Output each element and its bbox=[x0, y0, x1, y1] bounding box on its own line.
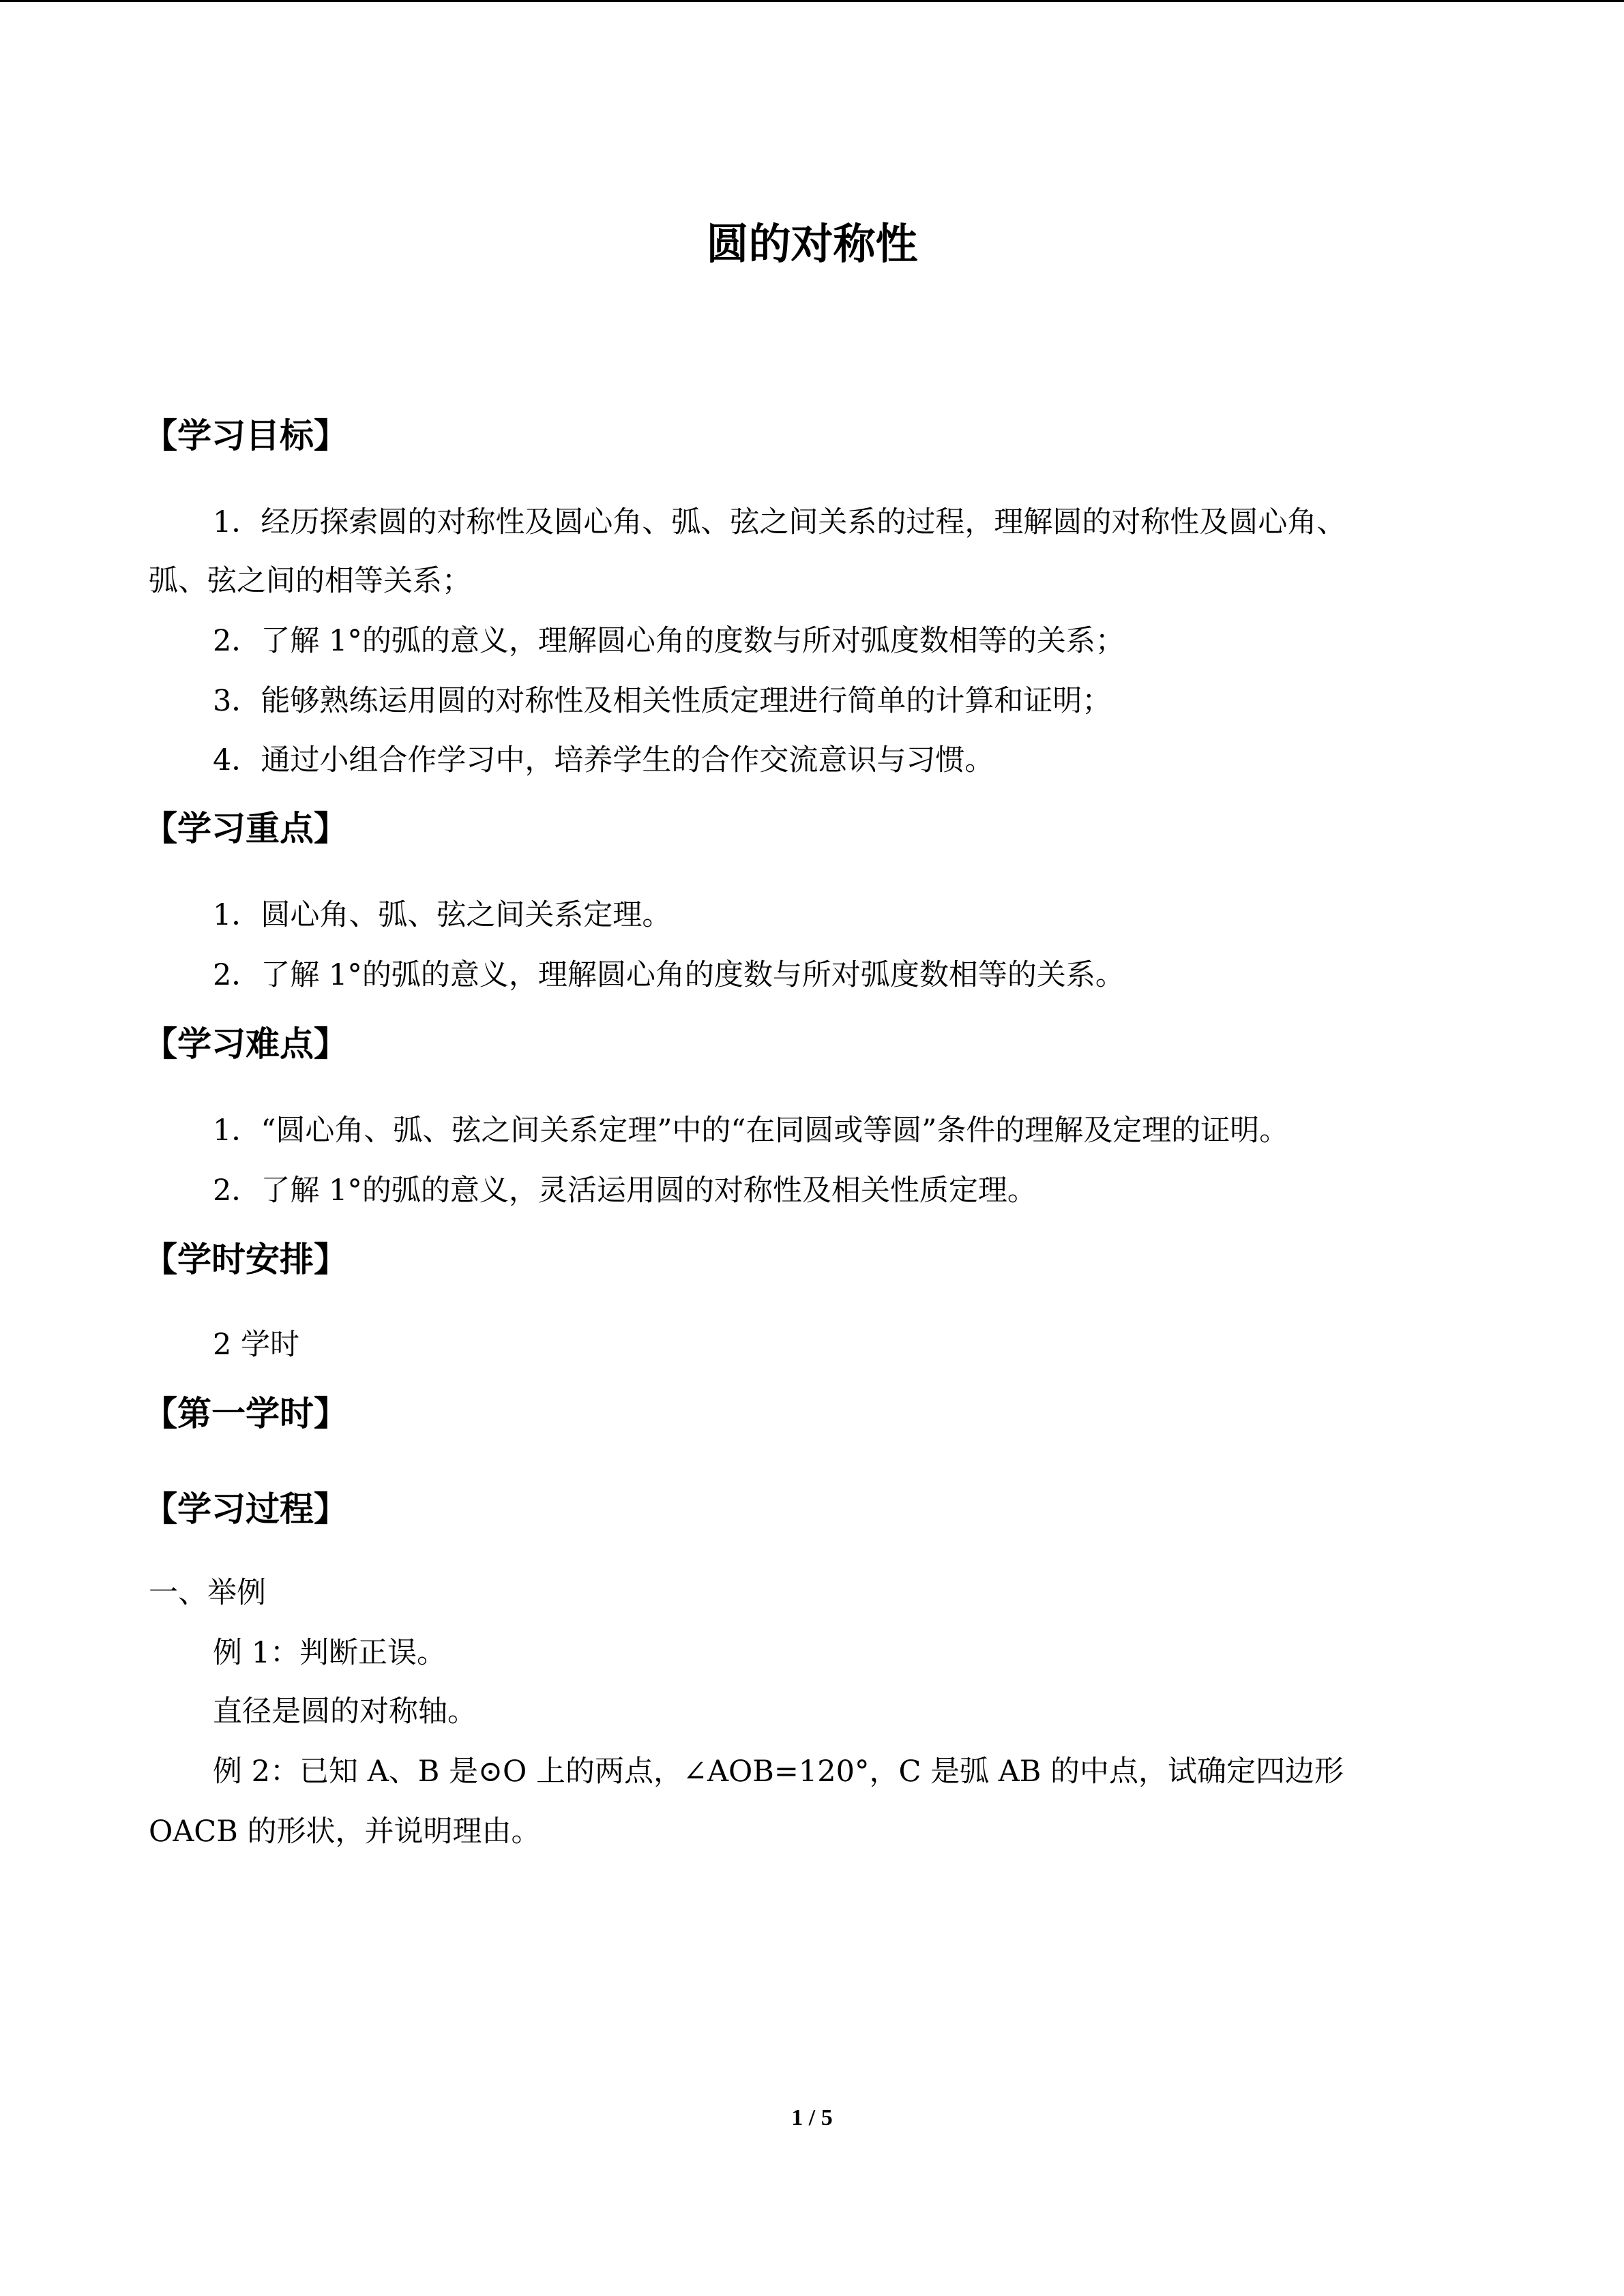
section-heading-process: 【学习过程】 bbox=[143, 1489, 348, 1529]
page-top-border bbox=[0, 0, 1624, 2]
example-2-text-continued: OACB 的形状，并说明理由。 bbox=[149, 1815, 541, 1849]
goal-item-1: 1．经历探索圆的对称性及圆心角、弧、弦之间关系的过程，理解圆的对称性及圆心角、 bbox=[213, 505, 1346, 539]
difficulty-item-2: 2．了解 1°的弧的意义，灵活运用圆的对称性及相关性质定理。 bbox=[213, 1174, 1037, 1208]
document-title: 圆的对称性 bbox=[706, 219, 918, 269]
goal-item-4: 4．通过小组合作学习中，培养学生的合作交流意识与习惯。 bbox=[213, 743, 994, 777]
goal-item-2: 2．了解 1°的弧的意义，理解圆心角的度数与所对弧度数相等的关系； bbox=[213, 624, 1125, 658]
section-heading-goals: 【学习目标】 bbox=[143, 416, 348, 456]
section-heading-schedule: 【学时安排】 bbox=[143, 1240, 348, 1279]
example-1-statement: 直径是圆的对称轴。 bbox=[213, 1695, 477, 1729]
section-heading-first-period: 【第一学时】 bbox=[143, 1394, 348, 1433]
goal-item-1-continued: 弧、弦之间的相等关系； bbox=[149, 564, 471, 598]
key-point-item-1: 1．圆心角、弧、弦之间关系定理。 bbox=[213, 898, 672, 932]
section-heading-difficulties: 【学习难点】 bbox=[143, 1024, 348, 1064]
example-1-prompt: 例 1：判断正误。 bbox=[213, 1636, 447, 1670]
key-point-item-2: 2．了解 1°的弧的意义，理解圆心角的度数与所对弧度数相等的关系。 bbox=[213, 958, 1125, 992]
section-heading-key-points: 【学习重点】 bbox=[143, 809, 348, 848]
process-subheading-examples: 一、举例 bbox=[149, 1576, 266, 1610]
example-2-text: 例 2：已知 A、B 是⊙O 上的两点，∠AOB=120°，C 是弧 AB 的中点，试确定四边形 bbox=[213, 1755, 1344, 1789]
page-number: 1 / 5 bbox=[791, 2105, 833, 2130]
schedule-text: 2 学时 bbox=[213, 1328, 300, 1362]
goal-item-3: 3．能够熟练运用圆的对称性及相关性质定理进行简单的计算和证明； bbox=[213, 684, 1112, 718]
difficulty-item-1: 1．“圆心角、弧、弦之间关系定理”中的“在同圆或等圆”条件的理解及定理的证明。 bbox=[213, 1114, 1289, 1148]
